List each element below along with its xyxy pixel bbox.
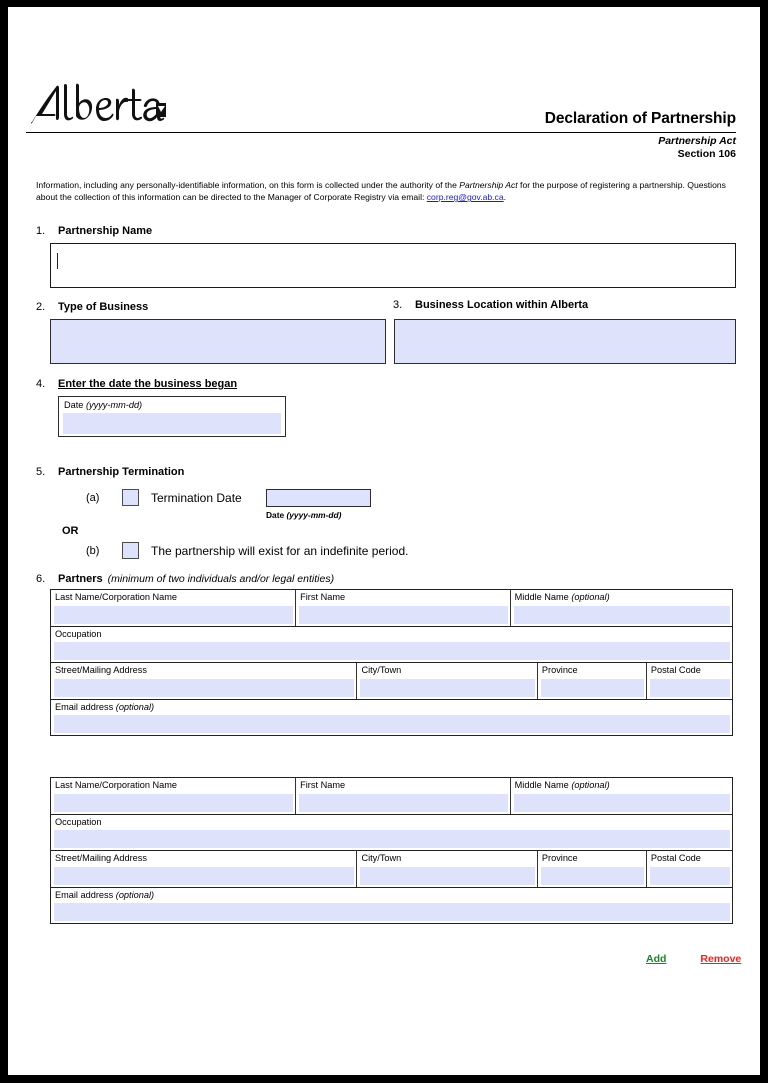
business-start-date-value[interactable] <box>63 413 281 434</box>
section-1-number: 1. <box>36 225 46 237</box>
partner-last-name-cell[interactable] <box>51 590 296 626</box>
section-2-number: 2. <box>36 301 46 313</box>
business-start-date-caption <box>62 399 282 413</box>
page-title: Declaration of Partnership <box>544 109 736 127</box>
collection-notice <box>36 179 736 203</box>
partner-postal-code-label: Postal Code <box>650 853 701 863</box>
partner-occupation-label: Occupation <box>55 816 102 827</box>
partner-email-row <box>51 888 732 924</box>
partner-first-name-cell[interactable] <box>296 590 511 626</box>
partner-middle-name-cell[interactable] <box>511 778 732 814</box>
termination-option-a-row <box>86 489 242 506</box>
notice-text-part2: for the purpose of registering a partnership. Questions about the collection of this information can be directed to the Manager of Corporate Registry via email: <box>36 180 726 203</box>
partner-address-row <box>51 851 732 888</box>
notice-text-part1: Information, including any personally-identifiable information, on this form is collected under the authority of the <box>36 180 460 190</box>
partner-email-cell[interactable] <box>51 888 732 924</box>
termination-date-caption <box>266 510 341 520</box>
section-2-title: Type of Business <box>58 301 149 313</box>
partner-province-input[interactable] <box>541 679 644 697</box>
section-5-number: 5. <box>36 466 46 478</box>
partner-city-input[interactable] <box>360 679 534 697</box>
partner-occupation-cell[interactable] <box>51 815 732 851</box>
partner-city-input[interactable] <box>360 867 534 885</box>
page-frame <box>8 7 760 1075</box>
partner-occupation-cell[interactable] <box>51 627 732 663</box>
partner-street-cell[interactable] <box>51 663 357 699</box>
partner-last-name-input[interactable] <box>54 606 293 624</box>
partner-province-label: Province <box>541 665 578 675</box>
partner-province-input[interactable] <box>541 867 644 885</box>
partner-street-input[interactable] <box>54 679 354 697</box>
indefinite-period-checkbox[interactable] <box>122 542 139 559</box>
termination-date-input[interactable] <box>266 489 371 507</box>
date-caption-label: Date <box>64 400 86 410</box>
section-partnership-name <box>36 225 736 237</box>
partner-province-cell[interactable] <box>538 851 647 887</box>
text-caret <box>57 253 58 269</box>
section-6-number: 6. <box>36 573 46 585</box>
partner-city-cell[interactable] <box>357 663 537 699</box>
partner-postal-code-input[interactable] <box>650 679 730 697</box>
email-label-text: Email address <box>55 889 116 900</box>
partner-name-row <box>51 778 732 815</box>
partner-occupation-label: Occupation <box>55 628 102 639</box>
partner-occupation-input[interactable] <box>54 830 730 848</box>
partner-occupation-row <box>51 627 732 664</box>
partner-email-label <box>54 890 730 902</box>
section-3-title: Business Location within Alberta <box>415 299 589 311</box>
date-caption-format: (yyyy-mm-dd) <box>85 400 143 410</box>
partner-first-name-input[interactable] <box>299 606 508 624</box>
partner-email-row <box>51 700 732 736</box>
partner-street-label: Street/Mailing Address <box>55 665 147 675</box>
partner-street-input[interactable] <box>54 867 354 885</box>
partner-middle-name-input[interactable] <box>514 794 730 812</box>
partner-city-cell[interactable] <box>357 851 537 887</box>
termination-date-label: Termination Date <box>151 490 242 505</box>
partner-city-label: City/Town <box>361 853 402 863</box>
termination-or-separator: OR <box>62 525 79 537</box>
partner-postal-code-label: Postal Code <box>650 665 701 675</box>
section-3-number: 3. <box>393 299 403 311</box>
email-optional-text: (optional) <box>115 889 155 900</box>
partner-last-name-label: Last Name/Corporation Name <box>55 780 178 790</box>
alberta-wordmark-logo <box>26 81 166 129</box>
section-5-title: Partnership Termination <box>58 466 185 478</box>
act-name: Partnership Act <box>658 135 736 147</box>
partner-email-label <box>54 702 730 714</box>
termination-date-checkbox[interactable] <box>122 489 139 506</box>
partnership-name-input[interactable] <box>50 243 736 288</box>
corporate-registry-email-link[interactable]: corp.reg@gov.ab.ca <box>426 192 504 203</box>
section-business-location <box>393 299 736 311</box>
partner-actions <box>646 953 741 965</box>
partner-city-label: City/Town <box>361 665 402 675</box>
partner-occupation-row <box>51 815 732 852</box>
act-reference <box>26 135 736 161</box>
partner-postal-code-cell[interactable] <box>647 663 732 699</box>
termination-option-b-row <box>86 542 408 559</box>
partner-street-cell[interactable] <box>51 851 357 887</box>
partner-last-name-label: Last Name/Corporation Name <box>55 592 178 602</box>
termination-date-caption-format: (yyyy-mm-dd) <box>286 510 342 520</box>
partner-first-name-input[interactable] <box>299 794 508 812</box>
partner-middle-name-label <box>514 780 730 792</box>
partner-last-name-cell[interactable] <box>51 778 296 814</box>
partner-province-label: Province <box>541 853 578 863</box>
partner-postal-code-input[interactable] <box>650 867 730 885</box>
middle-name-text: Middle Name <box>514 780 572 790</box>
section-6-note: (minimum of two individuals and/or legal entities) <box>107 573 335 585</box>
form-sheet <box>8 7 760 1075</box>
termination-date-caption-label: Date <box>266 510 287 520</box>
partner-email-input[interactable] <box>54 715 730 733</box>
business-location-input[interactable] <box>394 319 736 364</box>
header-divider <box>26 132 736 133</box>
partner-middle-name-input[interactable] <box>514 606 730 624</box>
partner-last-name-input[interactable] <box>54 794 293 812</box>
option-a-marker: (a) <box>86 491 100 504</box>
act-section: Section 106 <box>677 147 736 160</box>
section-business-start-date <box>36 378 456 390</box>
partner-street-label: Street/Mailing Address <box>55 853 147 863</box>
section-6-title: Partners <box>58 573 103 585</box>
partner-address-row <box>51 663 732 700</box>
section-partners <box>36 573 736 585</box>
add-partner-button[interactable]: Add <box>646 953 667 965</box>
type-of-business-input[interactable] <box>50 319 386 364</box>
middle-name-optional-text: (optional) <box>571 780 610 790</box>
email-label-text: Email address <box>55 701 116 712</box>
section-partnership-termination <box>36 466 496 478</box>
partner-email-cell[interactable] <box>51 700 732 736</box>
partner-postal-code-cell[interactable] <box>647 851 732 887</box>
partner-middle-name-label <box>514 592 730 604</box>
section-4-number: 4. <box>36 378 46 390</box>
partner-first-name-cell[interactable] <box>296 778 511 814</box>
notice-act-italic: Partnership Act <box>459 180 518 190</box>
notice-period: . <box>503 192 507 203</box>
partner-occupation-input[interactable] <box>54 642 730 660</box>
remove-partner-button[interactable]: Remove <box>700 953 742 965</box>
business-start-date-field[interactable] <box>58 396 286 437</box>
partner-middle-name-cell[interactable] <box>511 590 732 626</box>
partner-block <box>50 777 733 924</box>
partner-first-name-label: First Name <box>300 592 346 602</box>
email-optional-text: (optional) <box>115 701 155 712</box>
partner-province-cell[interactable] <box>538 663 647 699</box>
section-1-title: Partnership Name <box>58 225 153 237</box>
partner-first-name-label: First Name <box>300 780 346 790</box>
document-header <box>26 81 736 161</box>
section-4-title: Enter the date the business began <box>58 378 238 390</box>
partner-block <box>50 589 733 736</box>
option-b-marker: (b) <box>86 544 100 557</box>
middle-name-optional-text: (optional) <box>571 592 610 602</box>
section-type-of-business <box>36 301 376 313</box>
indefinite-period-label: The partnership will exist for an indefinite period. <box>151 543 409 558</box>
middle-name-text: Middle Name <box>514 592 572 602</box>
partner-email-input[interactable] <box>54 903 730 921</box>
partner-name-row <box>51 590 732 627</box>
